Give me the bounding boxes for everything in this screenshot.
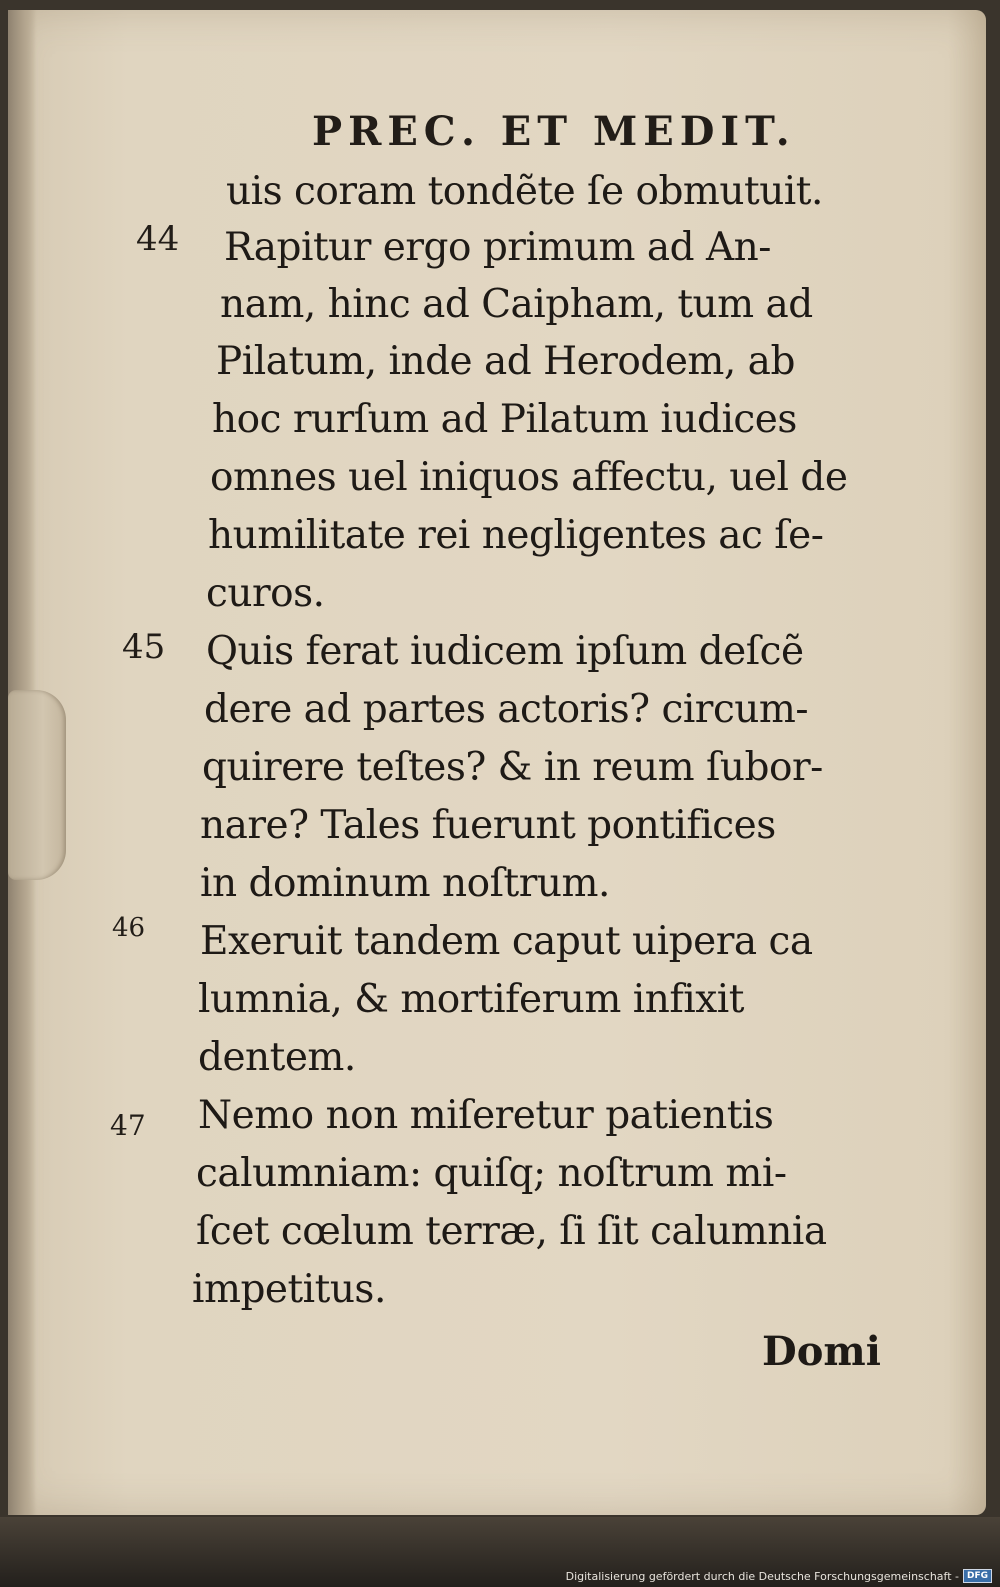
text-line: dere ad partes actoris? circum- bbox=[204, 687, 809, 732]
text-line: humilitate rei negligentes ac ſe- bbox=[208, 513, 824, 558]
text-line: in dominum noſtrum. bbox=[200, 861, 610, 906]
running-header: PREC. ET MEDIT. bbox=[312, 108, 796, 155]
text-line: impetitus. bbox=[192, 1267, 386, 1312]
text-line: lumnia, & mortiferum infixit bbox=[198, 977, 744, 1022]
text-line: nare? Tales fuerunt pontifices bbox=[200, 803, 776, 848]
dfg-logo: DFG bbox=[963, 1569, 992, 1583]
text-line: dentem. bbox=[198, 1035, 356, 1080]
digitization-credit bbox=[566, 1569, 992, 1583]
credit-text: Digitalisierung gefördert durch die Deutsche Forschungsgemeinschaft - bbox=[565, 1569, 959, 1583]
catchword: Domi bbox=[762, 1328, 881, 1375]
text-line: calumniam: quiſq; noſtrum mi- bbox=[196, 1151, 787, 1196]
text-line: hoc rurſum ad Pilatum iudices bbox=[212, 397, 797, 442]
verse-number: 45 bbox=[122, 627, 166, 667]
text-line: Rapitur ergo primum ad An- bbox=[224, 225, 771, 270]
text-line: Pilatum, inde ad Herodem, ab bbox=[216, 339, 795, 384]
text-line: curos. bbox=[206, 571, 325, 616]
verse-number: 44 bbox=[136, 219, 180, 259]
text-line: Nemo non miſeretur patientis bbox=[198, 1093, 774, 1138]
verse-number: 46 bbox=[112, 913, 146, 943]
text-line: nam, hinc ad Caipham, tum ad bbox=[220, 282, 813, 327]
text-line: Quis ferat iudicem ipſum deſcẽ bbox=[206, 629, 804, 674]
text-line: Exeruit tandem caput uipera ca bbox=[200, 919, 813, 964]
text-line: ſcet cœlum terræ, ſi ſit calumnia bbox=[196, 1209, 827, 1254]
text-line: quirere teſtes? & in reum ſubor- bbox=[202, 745, 823, 790]
text-line: uis coram tondẽte ſe obmutuit. bbox=[226, 169, 823, 214]
verse-number: 47 bbox=[110, 1109, 146, 1142]
text-line: omnes uel iniquos affectu, uel de bbox=[210, 455, 848, 500]
